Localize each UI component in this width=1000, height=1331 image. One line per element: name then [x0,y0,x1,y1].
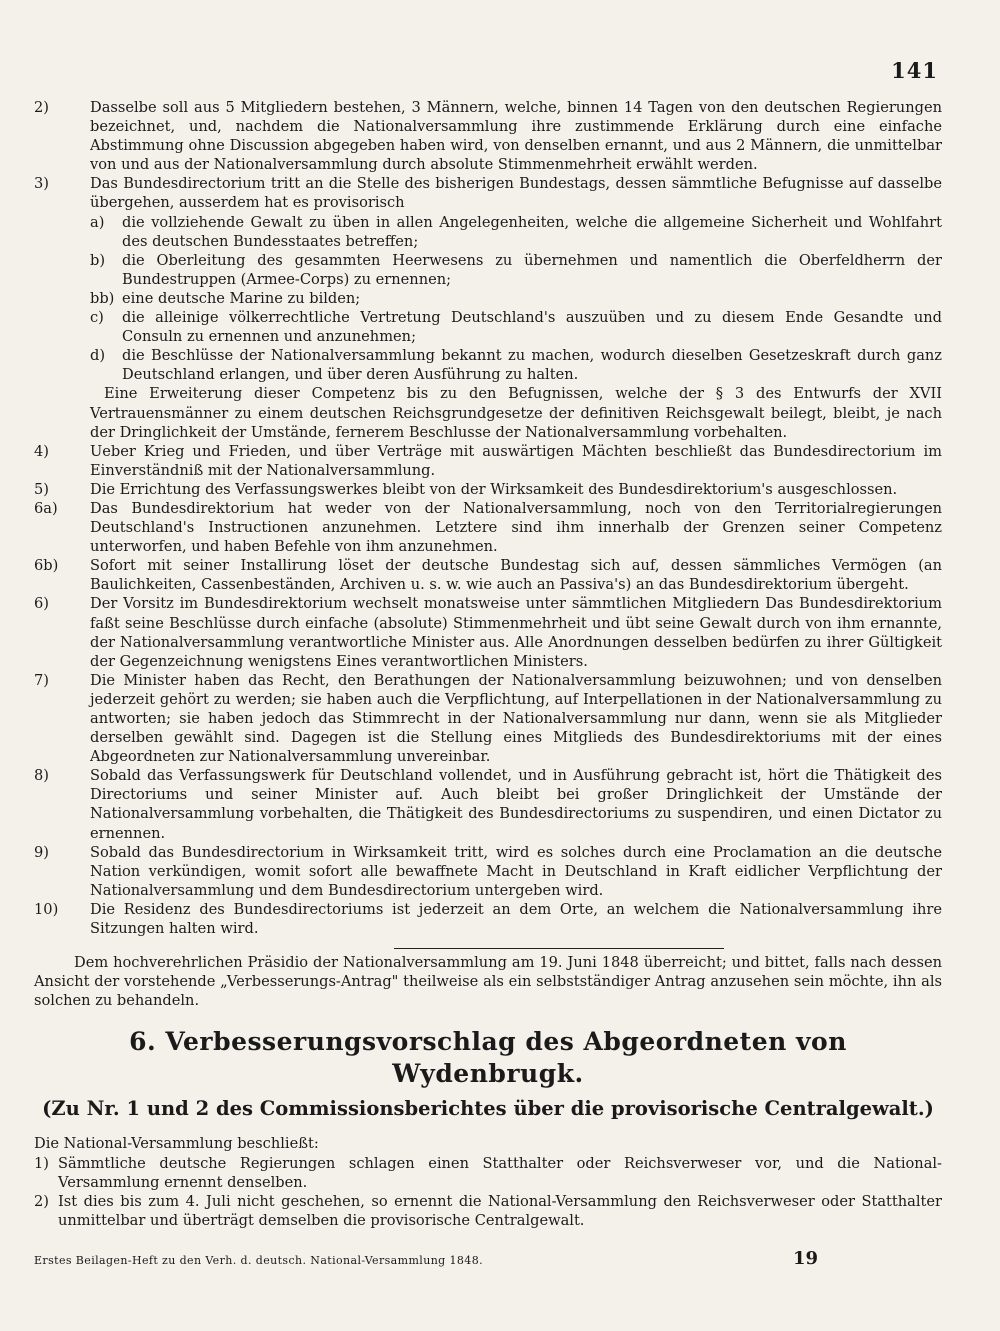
list-item [34,1154,942,1192]
divider-rule [394,948,724,949]
item-text: Der Vorsitz im Bundesdirektorium wechselt monatsweise unter sämmtlichen Mitgliedern Das Bundesdirektorium faßt seine Beschlüsse durch einfache (absolute) Stimmenmehrheit und übt seine Gewalt durch von ihm ernannte, der Nationalversammlung verantwortliche Minister aus. Alle Anordnungen desselben bedürfen zu ihrer Gültigkeit der Gegenzeichnung wenigstens Eines verantwortlichen Ministers. [90,595,942,670]
sub-item [90,251,942,289]
section-subheading: (Zu Nr. 1 und 2 des Commissionsberichtes über die provisorische Centralgewalt.) [42,1097,934,1121]
continuation-paragraph: Eine Erweiterung dieser Competenz bis zu den Befugnissen, welche der § 3 des Entwurfs der XVII Vertrauensmänner zu einem deutschen Reichsgrundgesetze der definitiven Reichsgewalt beilegt, bleibt, je nach der Dringlichkeit der Umstände, fernerem Beschlusse der Nationalversammlung vorbehalten. [90,385,942,441]
sub-item-text: eine deutsche Marine zu bilden; [122,289,361,307]
page-footer [34,1248,942,1269]
item-text: Sofort mit seiner Installirung löset der deutsche Bundestag sich auf, dessen sämmliches Vermögen (an Baulichkeiten, Cassenbeständen, Archiven u. s. w. wie auch an Passiva's) an das Bundesdirektorium übergeht. [90,557,942,594]
item-text: Das Bundesdirectorium tritt an die Stelle des bisherigen Bundestags, dessen sämmtliche Befugnisse auf dasselbe übergehen, ausserdem hat es provisorisch [90,175,942,212]
item-number: 7) [34,671,49,689]
resolution-intro: Die National-Versammlung beschließt: [34,1135,319,1153]
item-number: 5) [34,480,49,498]
item-text: Dasselbe soll aus 5 Mitgliedern bestehen, 3 Männern, welche, binnen 14 Tagen von den deutschen Regierungen bezeichnet, und, nachdem die Nationalversammlung ihre zustimmende Erklärung durch eine einfache Abstimmung ohne Discussion abgegeben haben wird, von denselben ernannt, und aus 2 Männern, die unmittelbar von und aus der Nationalversammlung durch absolute Stimmenmehrheit erwählt werden. [90,99,942,174]
item-number: 3) [34,175,49,193]
list-item [34,556,942,594]
sub-item [90,289,942,308]
sub-item [90,346,942,384]
item-text: Ueber Krieg und Frieden, und über Verträge mit auswärtigen Mächten beschließt das Bundesdirectorium im Einverständniß mit der Nationalversammlung. [90,442,942,479]
item-number: 4) [34,442,49,460]
item-text: Ist dies bis zum 4. Juli nicht geschehen, so ernennt die National-Versammlung den Reichsverweser oder Statthalter unmittelbar und überträgt demselben die provisorische Centralgewalt. [58,1192,942,1229]
sub-item [90,213,942,251]
list-item [34,1192,942,1230]
sub-item-letter: a) [90,213,105,231]
item-number: 6a) [34,499,58,517]
list-item [34,671,942,766]
item-number: 6b) [34,557,59,575]
item-text: Die Errichtung des Verfassungswerkes bleibt von der Wirksamkeit des Bundesdirektorium's ausgeschlossen. [90,480,898,498]
sub-item-text: die vollziehende Gewalt zu üben in allen Angelegenheiten, welche die allgemeine Sicherheit und Wohlfahrt des deutschen Bundesstaates betreffen; [122,213,942,250]
list-item [34,766,942,842]
item-text: Sämmtliche deutsche Regierungen schlagen einen Statthalter oder Reichsverweser vor, und die National-Versammlung ernennt denselben. [58,1154,942,1191]
list-item [34,174,942,212]
item-number: 2) [34,1192,49,1210]
sub-item-text: die Oberleitung des gesammten Heerwesens zu übernehmen und namentlich die Oberfeldherrn der Bundestruppen (Armee-Corps) zu ernennen; [122,251,942,288]
sub-item-letter: b) [90,251,106,269]
document-body [34,98,942,1230]
signature-mark: 19 [792,1248,818,1269]
item-number: 8) [34,767,49,785]
item-text: Sobald das Verfassungswerk für Deutschland vollendet, und in Ausführung gebracht ist, hört die Thätigkeit des Directoriums und seiner Minister auf. Auch bleibt bei großer Dringlichkeit der Umstände der Nationalversammlung vorbehalten, die Thätigkeit des Bundesdirectoriums zu suspendiren, und einen Dictator zu ernennen. [90,767,942,842]
sub-item-letter: d) [90,347,106,365]
footer-note: Erstes Beilagen-Heft zu den Verh. d. deutsch. National-Versammlung 1848. [34,1254,484,1267]
list-item [34,843,942,900]
sub-item-text: die Beschlüsse der Nationalversammlung bekannt zu machen, wodurch dieselben Gesetzeskraft durch ganz Deutschland erlangen, und über deren Ausführung zu halten. [122,347,942,384]
list-item [34,480,942,499]
sub-item [90,308,942,346]
sub-item-text: die alleinige völkerrechtliche Vertretung Deutschland's auszuüben und zu diesem Ende Gesandte und Consuln zu ernennen und anzunehmen; [122,309,942,346]
list-item [34,499,942,556]
item-number: 9) [34,843,49,861]
page-number: 141 [891,58,938,83]
list-item [34,98,942,174]
closing-paragraph: Dem hochverehrlichen Präsidio der Nationalversammlung am 19. Juni 1848 überreicht; und bittet, falls nach dessen Ansicht der vorstehende „Verbesserungs-Antrag" theilweise als ein selbstständiger Antrag anzusehen sein möchte, ihn als solchen zu behandeln. [34,954,942,1010]
item-number: 10) [34,900,59,918]
item-text: Das Bundesdirektorium hat weder von der Nationalversammlung, noch von den Territorialregierungen Deutschland's Instructionen anzunehmen. Letztere sind ihm innerhalb der Grenzen seiner Competenz unterworfen, und haben Befehle von ihm anzunehmen. [90,499,942,556]
list-item [34,900,942,938]
sub-item-letter: c) [90,309,104,327]
item-text: Die Residenz des Bundesdirectoriums ist jederzeit an dem Orte, an welchem die Nationalversammlung ihre Sitzungen halten wird. [90,900,942,938]
sub-item-letter: bb) [90,289,115,307]
list-item [34,442,942,480]
section-heading: 6. Verbesserungsvorschlag des Abgeordneten von Wydenbrugk. [129,1027,847,1089]
item-number: 1) [34,1154,49,1172]
item-text: Sobald das Bundesdirectorium in Wirksamkeit tritt, wird es solches durch eine Proclamation an die deutsche Nation verkündigen, womit sofort alle bewaffnete Macht in Deutschland in Kraft eidlicher Verpflichtung der Nationalversammlung und dem Bundesdirectorium untergeben wird. [90,843,942,899]
item-number: 6) [34,595,49,613]
list-item [34,594,942,670]
item-text: Die Minister haben das Recht, den Berathungen der Nationalversammlung beizuwohnen; und von denselben jederzeit gehört zu werden; sie haben auch die Verpflichtung, auf Interpellationen in der Nationalversammlung zu antworten; sie haben jedoch das Stimmrecht in der Nationalversammlung nur dann, wenn sie als Mitglieder derselben gewählt sind. Dagegen ist die Stellung eines Mitglieds des Bundesdirektoriums mit der eines Abgeordneten zur Nationalversammlung unvereinbar. [90,671,942,766]
item-number: 2) [34,99,49,116]
